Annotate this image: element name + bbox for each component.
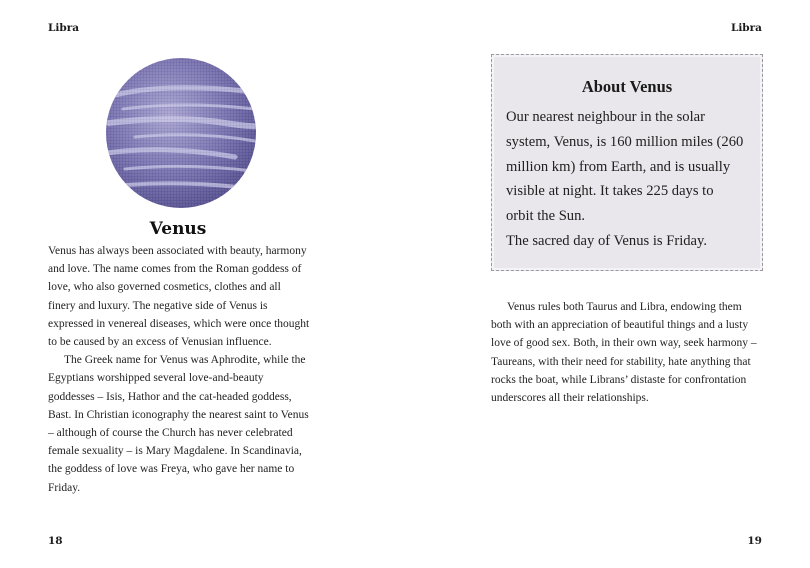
about-box-paragraph-1: Our nearest neighbour in the solar system, Venus, is 160 million miles (260 million km) from Earth, and is usually visible at night. It takes 225 days to orbit the Sun. bbox=[506, 109, 744, 225]
left-paragraph-2: The Greek name for Venus was Aphrodite, while the Egyptians worshipped several love-and-beauty goddesses – Isis, Hathor and the cat-headed goddess, Bast. In Christian iconography the nearest saint to Venus – although of course the Church has never celebrated female sexuality – is Mary Magdalene. In Scandinavia, the goddess of love was Freya, who gave her name to Friday. bbox=[48, 354, 309, 494]
running-head-left: Libra bbox=[48, 22, 80, 34]
left-body-text bbox=[48, 242, 310, 497]
page-number-right: 19 bbox=[747, 535, 762, 547]
venus-planet-illustration bbox=[105, 57, 257, 209]
page-number-left: 18 bbox=[48, 535, 63, 547]
about-box-text bbox=[506, 105, 744, 254]
section-heading: Venus bbox=[149, 219, 207, 239]
left-paragraph-1: Venus has always been associated with beauty, harmony and love. The name comes from the Roman goddess of love, who also governed cosmetics, clothes and all finery and luxury. The negative side of Venus is expressed in venereal diseases, which were once thought to be caused by an excess of Venusian influence. bbox=[48, 245, 310, 349]
about-venus-box bbox=[491, 54, 763, 271]
about-box-paragraph-2: The sacred day of Venus is Friday. bbox=[506, 232, 708, 249]
right-body-text bbox=[491, 298, 759, 407]
right-page bbox=[405, 0, 810, 568]
about-box-title: About Venus bbox=[581, 77, 673, 96]
right-paragraph-1: Venus rules both Taurus and Libra, endowing them both with an appreciation of beautiful things and a lusty love of good sex. Both, in their own way, seek harmony – Taureans, with their need for stability, hate anything that rocks the boat, while Librans’ distaste for confrontation underscores all their relationships. bbox=[491, 301, 757, 405]
running-head-right: Libra bbox=[730, 22, 762, 34]
